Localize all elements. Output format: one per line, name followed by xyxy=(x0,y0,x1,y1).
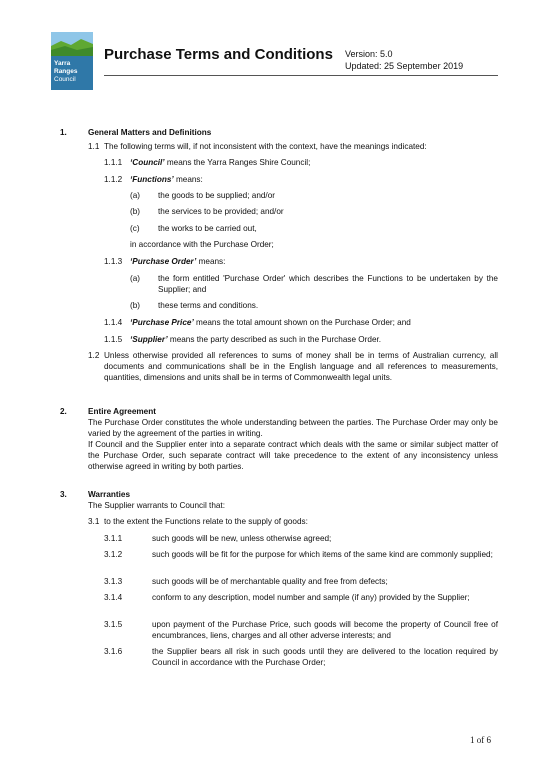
purchase-order-item-text: these terms and conditions. xyxy=(158,301,259,310)
section-3-title: Warranties xyxy=(88,490,131,499)
purchase-order-item-label: (a) xyxy=(130,274,141,283)
definition-functions-text: means: xyxy=(173,175,203,184)
section-3-intro: The Supplier warrants to Council that: xyxy=(88,501,225,510)
warranty-item-number: 3.1.4 xyxy=(104,593,123,602)
warranty-item-text: the Supplier bears all risk in such goods until they are delivered to the location required by Council in accordance with the Purchase Order; xyxy=(152,647,498,667)
section-2-number: 2. xyxy=(60,407,67,416)
definition-council-text: means the Yarra Ranges Shire Council; xyxy=(164,158,311,167)
council-logo xyxy=(51,32,93,90)
logo-line-1: Yarra xyxy=(54,60,71,67)
definition-council xyxy=(130,157,310,168)
definition-purchase-order-text: means: xyxy=(196,257,226,266)
clause-1-2-text: Unless otherwise provided all references to sums of money shall be in terms of Australian currency, all documents and communications shall be in the English language and all references to measurements, quantities, dimensions and units shall be in terms of Commonwealth legal units. xyxy=(104,351,498,382)
warranty-item-number: 3.1.6 xyxy=(104,647,123,656)
section-1-number: 1. xyxy=(60,128,67,137)
warranty-item-number: 3.1.2 xyxy=(104,550,123,559)
document-title: Purchase Terms and Conditions xyxy=(104,46,333,63)
clause-1-1-text: The following terms will, if not inconsistent with the context, have the meanings indicated: xyxy=(104,142,427,151)
warranty-item-text: conform to any description, model number and sample (if any) provided by the Supplier; xyxy=(152,593,470,602)
functions-item-label: (a) xyxy=(130,191,141,200)
warranty-item-number: 3.1.3 xyxy=(104,577,123,586)
warranty-item-text: such goods will be new, unless otherwise agreed; xyxy=(152,534,332,543)
header-divider xyxy=(104,75,498,76)
definition-purchase-price-number: 1.1.4 xyxy=(104,318,123,327)
version-label: Version: 5.0 xyxy=(345,49,393,59)
definition-purchase-order-number: 1.1.3 xyxy=(104,257,123,266)
functions-item-label: (b) xyxy=(130,207,141,216)
clause-3-1-number: 3.1 xyxy=(88,517,100,526)
clause-1-2-number: 1.2 xyxy=(88,351,100,360)
section-1-title: General Matters and Definitions xyxy=(88,128,212,137)
section-2-paragraph: If Council and the Supplier enter into a separate contract which deals with the same or similar subject matter of the Purchase Order, such separate contract will take precedence to the extent of any inconsistency unless otherwise agreed in writing by both parties. xyxy=(88,440,498,471)
section-3-number: 3. xyxy=(60,490,67,499)
warranty-item-text: such goods will be of merchantable quality and free from defects; xyxy=(152,577,388,586)
definition-supplier-term: ‘Supplier’ xyxy=(130,335,168,344)
definition-supplier-number: 1.1.5 xyxy=(104,335,123,344)
warranty-item-number: 3.1.1 xyxy=(104,534,123,543)
section-2-paragraph: The Purchase Order constitutes the whole understanding between the parties. The Purchase Order may only be varied by the agreement of the parties in writing. xyxy=(88,418,498,438)
definition-council-term: ‘Council’ xyxy=(130,158,165,167)
definition-purchase-price-term: ‘Purchase Price’ xyxy=(130,318,194,327)
functions-item-text: the goods to be supplied; and/or xyxy=(158,191,275,200)
logo-line-2: Ranges xyxy=(54,68,78,75)
definition-purchase-price xyxy=(130,317,411,328)
functions-item-label: (c) xyxy=(130,224,140,233)
definition-council-number: 1.1.1 xyxy=(104,158,123,167)
purchase-order-item-label: (b) xyxy=(130,301,141,310)
definition-purchase-order xyxy=(130,256,225,267)
section-2-title: Entire Agreement xyxy=(88,407,156,416)
updated-date: Updated: 25 September 2019 xyxy=(345,61,464,71)
functions-item-text: the works to be carried out, xyxy=(158,224,257,233)
definition-functions-term: ‘Functions’ xyxy=(130,175,174,184)
definition-supplier xyxy=(130,334,381,345)
page-number: 1 of 6 xyxy=(470,735,491,745)
logo-line-3: Council xyxy=(54,76,76,83)
purchase-order-item-text: the form entitled 'Purchase Order' which describes the Functions to be undertaken by the Supplier; and xyxy=(158,274,498,294)
definition-purchase-order-term: ‘Purchase Order’ xyxy=(130,257,197,266)
functions-tail: in accordance with the Purchase Order; xyxy=(130,240,274,249)
clause-1-1-number: 1.1 xyxy=(88,142,100,151)
definition-functions xyxy=(130,174,203,185)
definition-purchase-price-text: means the total amount shown on the Purchase Order; and xyxy=(193,318,411,327)
warranty-item-number: 3.1.5 xyxy=(104,620,123,629)
warranty-item-text: such goods will be fit for the purpose for which items of the same kind are commonly supplied; xyxy=(152,550,493,559)
council-logo-icon xyxy=(51,32,93,90)
clause-3-1-text: to the extent the Functions relate to the supply of goods: xyxy=(104,517,308,526)
warranty-item-text: upon payment of the Purchase Price, such goods will become the property of Council free of encumbrances, liens, charges and all other adverse interests; and xyxy=(152,620,498,640)
definition-supplier-text: means the party described as such in the Purchase Order. xyxy=(167,335,382,344)
functions-item-text: the services to be provided; and/or xyxy=(158,207,284,216)
definition-functions-number: 1.1.2 xyxy=(104,175,123,184)
